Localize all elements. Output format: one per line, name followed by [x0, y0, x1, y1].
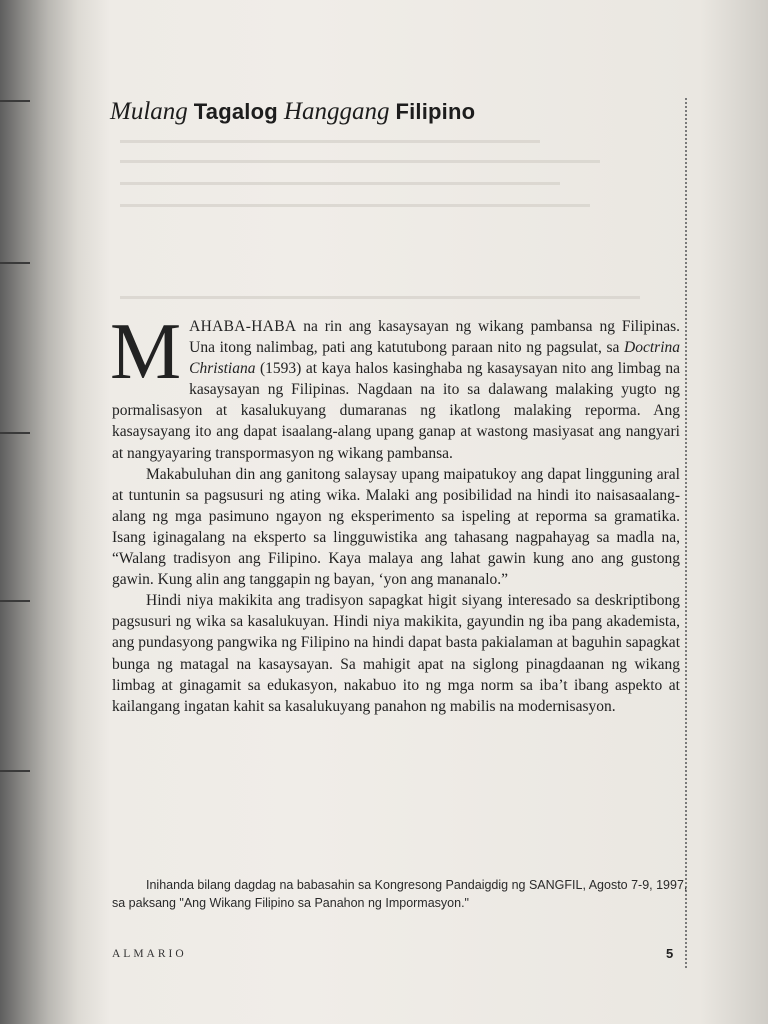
article-body — [110, 308, 680, 717]
margin-mark — [0, 100, 30, 102]
running-footer-author: ALMARIO — [112, 948, 187, 960]
paragraph-3: Hindi niya makikita ang tradisyon sapagkat higit siyang interesado sa deskriptibong pagsusuri ng wika sa kasalukuyan. Hindi niya makikita, gayundin ng iba pang akademista, ang pundasyong pangwika ng Filipino na hindi dapat basta pakialaman at baguhin sapagkat bunga ng matagal na kasaysayan. Sa mahigit apat na siglong pinagdaanan ng wikang limbag at ginagamit sa edukasyon, nakabuo ito ng mga norm sa iba’t ibang aspekto at kailangang ingatan kahit sa kasalukuyang panahon ng mabilis na modernisasyon. — [112, 592, 680, 715]
page-number: 5 — [666, 946, 674, 961]
lead-in: AHABA-HABA — [189, 318, 297, 335]
footnote — [112, 876, 694, 912]
paragraph-1-text: (1593) at kaya halos kasinghaba ng kasaysayan nito ang limbag na kasaysayan ng Filipinas. Nagdaan na ito sa dalawang malaking yugto ng pormalisasyon at kasalukuyang dumaranas ng ikatlong malaking reporma. Ang kasaysayang ito ang dapat isaalang-alang upang ganap at wastong masiyasat ang nangyari at nangyayaring transpormasyon ng wikang pambansa. — [112, 360, 680, 462]
dotted-margin-rule — [685, 98, 687, 968]
margin-mark — [0, 432, 30, 434]
margin-mark — [0, 600, 30, 602]
paragraph-1-text: na rin ang kasaysayan ng wikang pambansa ng Filipinas. Una itong nalimbag, pati ang katutubong paraan nito ng pagsulat, sa — [189, 318, 680, 357]
title-word: Mulang — [110, 98, 188, 125]
paragraph-1 — [110, 308, 680, 464]
title-word: Filipino — [395, 99, 476, 124]
margin-mark — [0, 770, 30, 772]
title-word: Hanggang — [283, 98, 390, 125]
book-title: Doctrina Christiana — [189, 339, 680, 378]
footnote-text: Inihanda bilang dagdag na babasahin sa Kongresong Pandaigdig ng SANGFIL, Agosto 7-9, 1997, sa paksang "Ang Wikang Filipino sa Panahon ng Impormasyon." — [112, 878, 688, 910]
paragraph-2: Makabuluhan din ang ganitong salaysay upang maipatukoy ang dapat lingguning aral at tuntunin sa pagsusuri ng ating wika. Malaki ang posibilidad na hindi ito naisasaalang-alang ng mga pasimuno ngayon ng eksperimento sa ispeling at reporma sa gramatika. Isang iginagalang na eksperto sa lingguwistika ang tahasang nagpahayag sa madla na, “Walang tradisyon ang Filipino. Kaya malaya ang lahat gawin kung ano ang gustong gawin. Kung alin ang tanggapin ng bayan, ‘yon ang mananalo.” — [112, 465, 680, 589]
drop-cap: M — [110, 308, 182, 396]
title-word: Tagalog — [193, 99, 278, 124]
page-title — [110, 98, 475, 126]
bleed-through — [120, 160, 600, 163]
bleed-through — [120, 140, 540, 143]
margin-mark — [0, 262, 30, 264]
bleed-through — [120, 296, 640, 299]
bleed-through — [120, 204, 590, 207]
bleed-through — [120, 182, 560, 185]
